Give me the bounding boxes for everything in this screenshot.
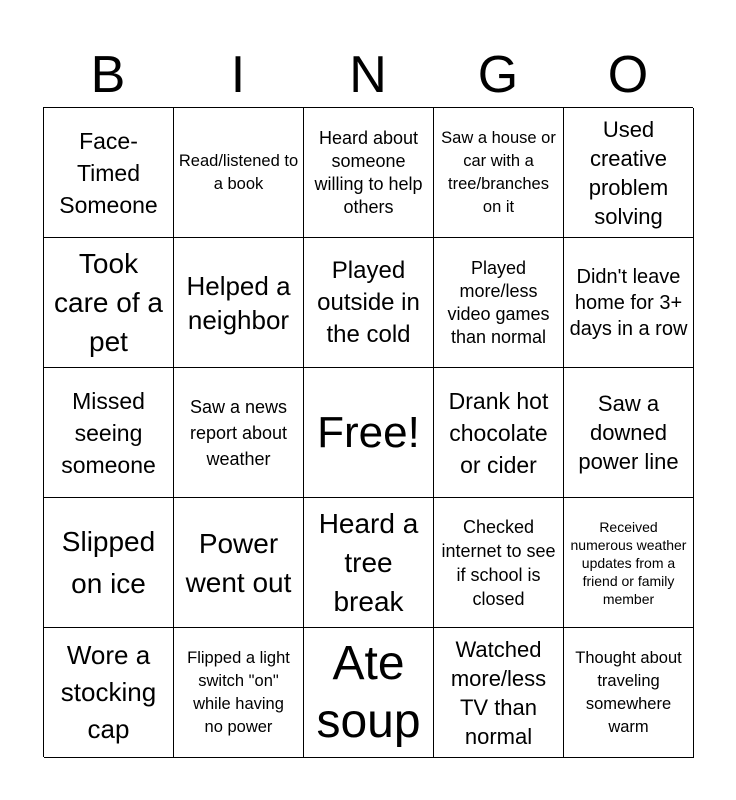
header-letter-g: G [477, 46, 519, 104]
bingo-cell[interactable] [434, 108, 564, 238]
bingo-cell[interactable] [564, 498, 694, 628]
cell-text: Thought about traveling somewhere warm [575, 648, 682, 736]
header-letter-i: I [230, 46, 246, 104]
cell-text: Watched more/less TV than normal [450, 636, 547, 749]
bingo-cell[interactable] [564, 628, 694, 758]
bingo-cell[interactable] [304, 238, 434, 368]
bingo-cell[interactable] [44, 238, 174, 368]
cell-text: Wore a stocking cap [60, 640, 157, 744]
bingo-cell[interactable] [44, 108, 174, 238]
cell-text: Flipped a light switch "on" while having no power [187, 648, 290, 736]
bingo-grid [43, 107, 693, 757]
cell-text: Received numerous weather updates from a friend or family member [570, 518, 687, 607]
bingo-cell[interactable] [304, 498, 434, 628]
bingo-cell[interactable] [434, 498, 564, 628]
cell-text: Saw a news report about weather [189, 396, 288, 469]
bingo-cell[interactable] [44, 368, 174, 498]
cell-text: Didn't leave home for 3+ days in a row [569, 265, 688, 340]
header-letter-o: O [607, 46, 649, 104]
cell-text: Heard about someone willing to help others [314, 127, 423, 217]
cell-text: Played more/less video games than normal [447, 257, 550, 347]
cell-text: Used creative problem solving [588, 116, 669, 229]
bingo-cell[interactable] [304, 108, 434, 238]
bingo-cell[interactable] [434, 368, 564, 498]
cell-text: Missed seeing someone [61, 387, 156, 478]
bingo-cell[interactable] [434, 238, 564, 368]
bingo-cell free-space[interactable] [304, 368, 434, 498]
bingo-cell[interactable] [174, 368, 304, 498]
bingo-cell[interactable] [304, 628, 434, 758]
cell-text: Slipped on ice [61, 525, 156, 599]
cell-text: Free! [317, 407, 420, 457]
bingo-cell[interactable] [174, 238, 304, 368]
bingo-cell[interactable] [174, 628, 304, 758]
bingo-header [43, 44, 693, 106]
cell-text: Helped a neighbor [186, 270, 291, 335]
cell-text: Read/listened to a book [178, 151, 299, 193]
cell-text: Drank hot chocolate or cider [448, 387, 549, 478]
bingo-cell[interactable] [564, 108, 694, 238]
cell-text: Saw a house or car with a tree/branches on it [441, 128, 556, 216]
header-letter-b: B [90, 46, 126, 104]
bingo-cell[interactable] [174, 108, 304, 238]
bingo-cell[interactable] [434, 628, 564, 758]
cell-text: Played outside in the cold [317, 256, 420, 348]
cell-text: Power went out [185, 527, 292, 598]
bingo-cell[interactable] [564, 238, 694, 368]
bingo-cell[interactable] [44, 628, 174, 758]
bingo-cell[interactable] [564, 368, 694, 498]
cell-text: Ate soup [316, 636, 421, 748]
cell-text: Heard a tree break [318, 508, 419, 617]
cell-text: Saw a downed power line [578, 391, 679, 474]
cell-text: Took care of a pet [54, 248, 163, 357]
cell-text: Checked internet to see if school is closed [441, 516, 556, 609]
bingo-cell[interactable] [174, 498, 304, 628]
cell-text: Face-Timed Someone [59, 127, 158, 218]
header-letter-n: N [349, 46, 387, 104]
bingo-cell[interactable] [44, 498, 174, 628]
